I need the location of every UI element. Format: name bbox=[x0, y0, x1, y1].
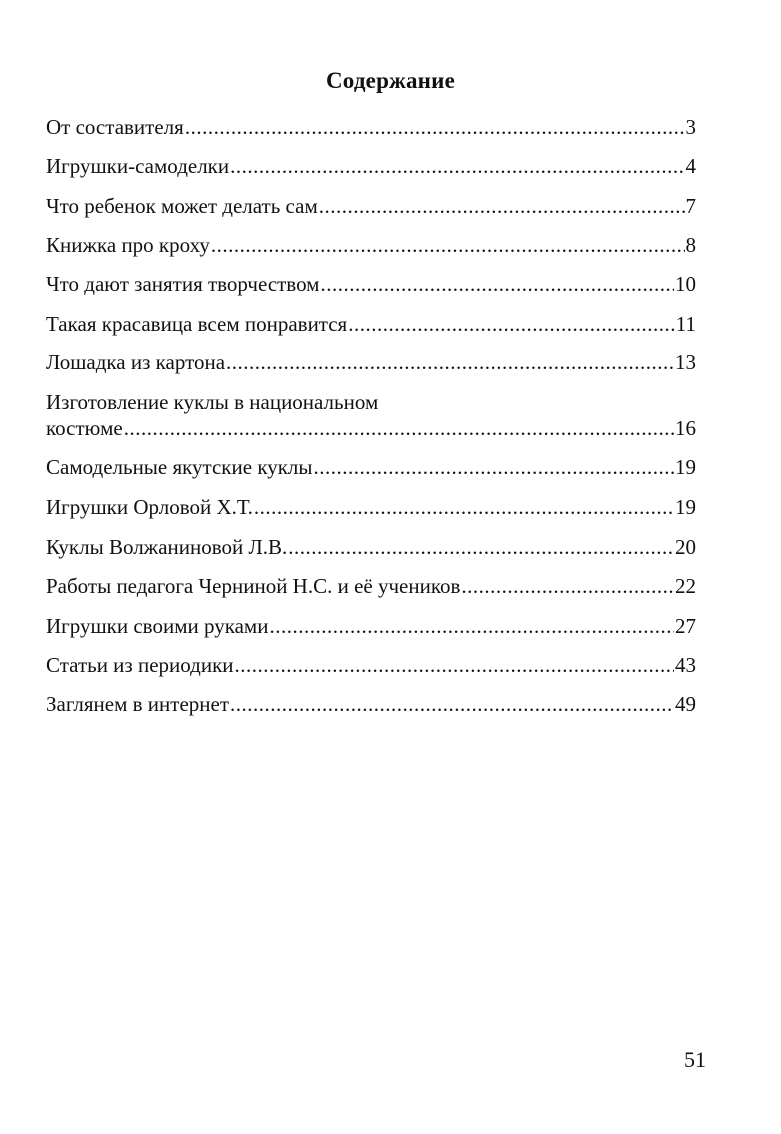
toc-entry-page: 27 bbox=[675, 614, 696, 638]
toc-entry-page: 22 bbox=[675, 574, 696, 598]
toc-entry bbox=[46, 193, 696, 219]
toc-entry-page: 4 bbox=[685, 154, 696, 178]
toc-entry-page: 11 bbox=[675, 312, 696, 336]
dot-leader bbox=[319, 193, 685, 219]
toc-entry bbox=[46, 573, 696, 599]
toc-entry bbox=[46, 311, 696, 337]
toc-entry-page: 43 bbox=[675, 653, 696, 677]
toc-entry-title: Что ребенок может делать сам bbox=[46, 194, 318, 218]
toc-entry-page: 8 bbox=[685, 233, 696, 257]
dot-leader bbox=[314, 454, 674, 480]
toc-title: Содержание bbox=[326, 68, 455, 93]
toc-entry-title: Такая красавица всем понравится bbox=[46, 312, 348, 336]
toc-entry bbox=[46, 349, 696, 375]
toc-entry bbox=[46, 114, 696, 140]
toc-entry-page: 16 bbox=[675, 416, 696, 440]
toc-entry-page: 3 bbox=[685, 115, 696, 139]
toc-entry-page: 10 bbox=[675, 272, 696, 296]
toc-entry bbox=[46, 534, 696, 560]
toc-entry-title: Статьи из периодики bbox=[46, 653, 234, 677]
dot-leader bbox=[124, 415, 674, 441]
toc-entry bbox=[46, 494, 696, 520]
dot-leader bbox=[269, 613, 674, 639]
toc-entry bbox=[46, 153, 696, 179]
toc-entry-title: Работы педагога Черниной Н.С. и её учеников bbox=[46, 574, 461, 598]
toc-entry bbox=[46, 691, 696, 717]
page-number: 51 bbox=[684, 1047, 706, 1072]
dot-leader bbox=[211, 232, 685, 258]
toc-entry-page: 13 bbox=[675, 350, 696, 374]
toc-entry bbox=[46, 454, 696, 480]
dot-leader bbox=[461, 573, 674, 599]
toc-entry-title: Игрушки Орловой Х.Т. bbox=[46, 495, 253, 519]
toc-entry-page: 19 bbox=[675, 495, 696, 519]
toc-entry bbox=[46, 613, 696, 639]
dot-leader bbox=[254, 494, 674, 520]
toc-entry-title: Куклы Волжаниновой Л.В. bbox=[46, 535, 288, 559]
toc-entry-title: Книжка про кроху bbox=[46, 233, 210, 257]
dot-leader bbox=[348, 311, 675, 337]
toc-entry bbox=[46, 232, 696, 258]
toc-entry bbox=[46, 271, 696, 297]
dot-leader bbox=[320, 271, 674, 297]
toc-entry bbox=[46, 389, 696, 441]
dot-leader bbox=[230, 153, 684, 179]
toc-entry-title: Игрушки-самоделки bbox=[46, 154, 230, 178]
toc-entry-page: 20 bbox=[675, 535, 696, 559]
dot-leader bbox=[185, 114, 685, 140]
dot-leader bbox=[235, 652, 674, 678]
toc-entry-title: Игрушки своими руками bbox=[46, 614, 269, 638]
toc-entry-title: Самодельные якутские куклы bbox=[46, 455, 313, 479]
toc-entry-title-line1: Изготовление куклы в национальном bbox=[46, 390, 379, 414]
toc-entry-title: костюме bbox=[46, 416, 123, 440]
toc-entry bbox=[46, 652, 696, 678]
toc-entry-title: Что дают занятия творчеством bbox=[46, 272, 320, 296]
dot-leader bbox=[226, 349, 674, 375]
toc-entry-title: От составителя bbox=[46, 115, 184, 139]
toc-entry-title: Заглянем в интернет bbox=[46, 692, 230, 716]
toc-entry-title: Лошадка из картона bbox=[46, 350, 226, 374]
dot-leader bbox=[288, 534, 674, 560]
toc-entry-page: 19 bbox=[675, 455, 696, 479]
toc-entry-page: 49 bbox=[675, 692, 696, 716]
toc-entry-page: 7 bbox=[685, 194, 696, 218]
dot-leader bbox=[230, 691, 674, 717]
